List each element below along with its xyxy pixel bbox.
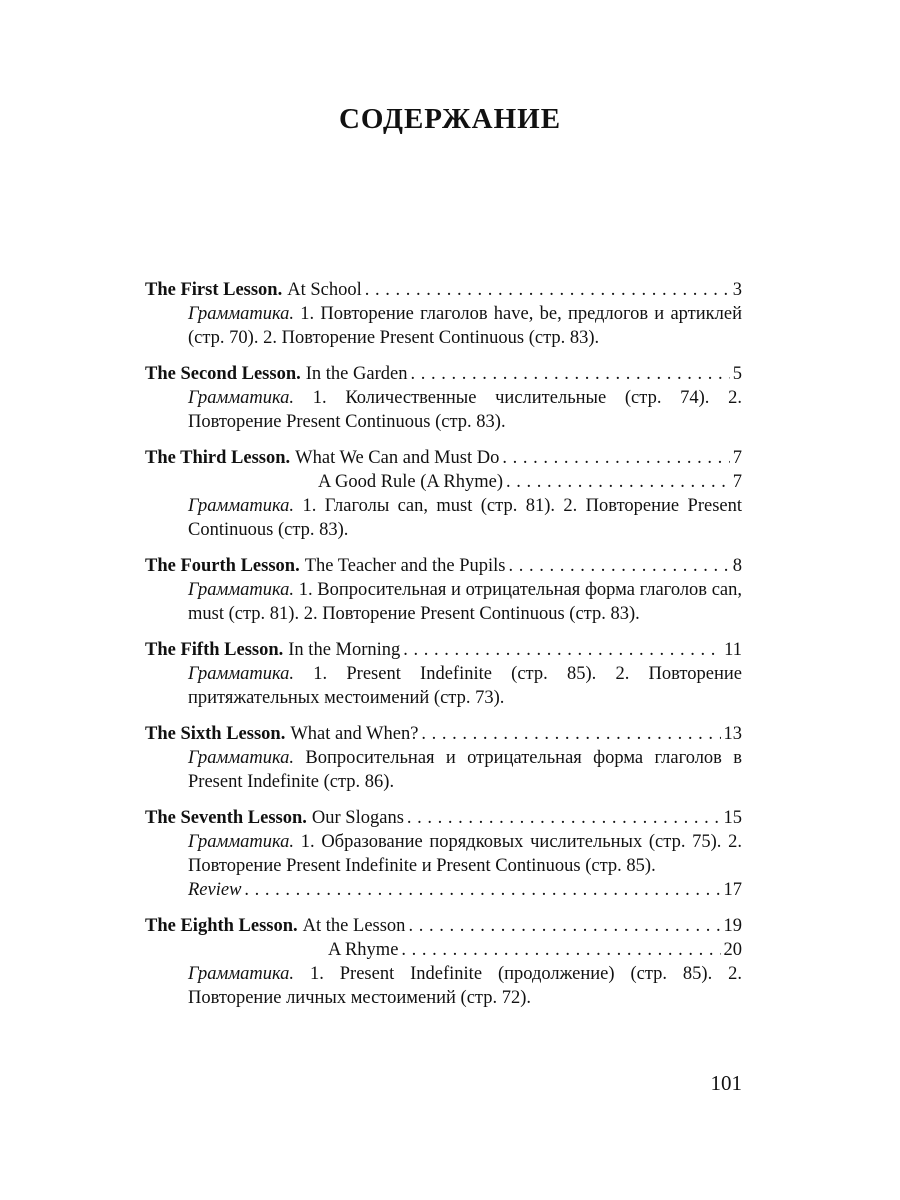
grammar-note <box>145 746 742 794</box>
grammar-note <box>145 578 742 626</box>
toc-line[interactable] <box>145 806 742 830</box>
grammar-label: Грамматика. <box>188 748 295 768</box>
sub-title: A Good Rule (A Rhyme) <box>318 472 503 492</box>
sub-title: A Rhyme <box>328 940 399 960</box>
lesson-title: At School <box>287 280 362 300</box>
toc-entry <box>145 638 742 710</box>
page-ref: 15 <box>723 808 742 828</box>
grammar-text: 1. Глаголы can, must (стр. 81). 2. Повторение Present Continuous (стр. 83). <box>188 496 742 540</box>
dot-leader <box>421 722 720 746</box>
grammar-text: 1. Present Indefinite (стр. 85). 2. Повторение притяжательных местоимений (стр. 73). <box>188 664 742 708</box>
table-of-contents <box>145 278 742 1022</box>
page-ref: 19 <box>723 916 742 936</box>
page-title: СОДЕРЖАНИЕ <box>338 103 562 135</box>
toc-line[interactable] <box>145 722 742 746</box>
grammar-note <box>145 386 742 434</box>
dot-leader <box>407 806 721 830</box>
lesson-name: The First Lesson. <box>145 280 283 300</box>
toc-entry <box>145 446 742 542</box>
lesson-name: The Sixth Lesson. <box>145 724 286 744</box>
page-number: 101 <box>710 1071 742 1095</box>
page-ref: 7 <box>732 472 742 492</box>
grammar-text: 1. Повторение глаголов have, be, предлогов и артиклей (стр. 70). 2. Повторение Present Continuous (стр. 83). <box>188 304 742 348</box>
dot-leader <box>508 554 729 578</box>
toc-subline[interactable] <box>145 938 742 962</box>
lesson-name: The Seventh Lesson. <box>145 808 307 828</box>
toc-entry <box>145 554 742 626</box>
lesson-title: At the Lesson <box>302 916 406 936</box>
page-ref: 3 <box>732 280 742 300</box>
dot-leader <box>403 638 721 662</box>
toc-entry <box>145 806 742 902</box>
toc-line[interactable] <box>145 914 742 938</box>
grammar-note <box>145 302 742 350</box>
grammar-note <box>145 662 742 710</box>
dot-leader <box>244 878 720 902</box>
lesson-title: What We Can and Must Do <box>295 448 500 468</box>
grammar-text: 1. Вопросительная и отрицательная форма глаголов can, must (стр. 81). 2. Повторение Present Continuous (стр. 83). <box>188 580 742 624</box>
dot-leader <box>502 446 729 470</box>
grammar-note <box>145 962 742 1010</box>
page-ref: 20 <box>723 940 742 960</box>
grammar-label: Грамматика. <box>188 304 295 324</box>
toc-entry <box>145 722 742 794</box>
grammar-text: 1. Образование порядковых числительных (стр. 75). 2. Повторение Present Indefinite и Present Continuous (стр. 85). <box>188 832 742 876</box>
page-ref: 13 <box>723 724 742 744</box>
dot-leader <box>408 914 720 938</box>
page-ref: 17 <box>723 880 742 900</box>
grammar-label: Грамматика. <box>188 580 295 600</box>
grammar-label: Грамматика. <box>188 664 295 684</box>
lesson-title: In the Garden <box>305 364 408 384</box>
lesson-name: The Fourth Lesson. <box>145 556 300 576</box>
grammar-text: 1. Present Indefinite (продолжение) (стр. 85). 2. Повторение личных местоимений (стр. 72). <box>188 964 742 1008</box>
grammar-label: Грамматика. <box>188 832 295 852</box>
lesson-title: In the Morning <box>288 640 401 660</box>
grammar-text: Вопросительная и отрицательная форма глаголов в Present Indefinite (стр. 86). <box>188 748 742 792</box>
lesson-name: The Second Lesson. <box>145 364 301 384</box>
page-ref: 7 <box>732 448 742 468</box>
lesson-title: Our Slogans <box>311 808 404 828</box>
page-ref: 11 <box>724 640 742 660</box>
toc-line[interactable] <box>145 362 742 386</box>
dot-leader <box>401 938 720 962</box>
toc-line[interactable] <box>145 638 742 662</box>
grammar-label: Грамматика. <box>188 388 295 408</box>
lesson-name: The Fifth Lesson. <box>145 640 284 660</box>
lesson-title: What and When? <box>290 724 419 744</box>
toc-entry <box>145 362 742 434</box>
grammar-label: Грамматика. <box>188 496 295 516</box>
toc-entry <box>145 914 742 1010</box>
toc-line[interactable] <box>145 554 742 578</box>
toc-entry <box>145 278 742 350</box>
grammar-text: 1. Количественные числительные (стр. 74). 2. Повторение Present Continuous (стр. 83). <box>188 388 742 432</box>
toc-review-line[interactable] <box>145 878 742 902</box>
page-ref: 8 <box>732 556 742 576</box>
toc-line[interactable] <box>145 278 742 302</box>
grammar-label: Грамматика. <box>188 964 295 984</box>
grammar-note <box>145 830 742 878</box>
review-title: Review <box>188 880 242 900</box>
dot-leader <box>410 362 729 386</box>
grammar-note <box>145 494 742 542</box>
lesson-title: The Teacher and the Pupils <box>304 556 506 576</box>
toc-line[interactable] <box>145 446 742 470</box>
page-ref: 5 <box>732 364 742 384</box>
lesson-name: The Eighth Lesson. <box>145 916 298 936</box>
dot-leader <box>506 470 730 494</box>
dot-leader <box>365 278 730 302</box>
toc-subline[interactable] <box>145 470 742 494</box>
lesson-name: The Third Lesson. <box>145 448 291 468</box>
